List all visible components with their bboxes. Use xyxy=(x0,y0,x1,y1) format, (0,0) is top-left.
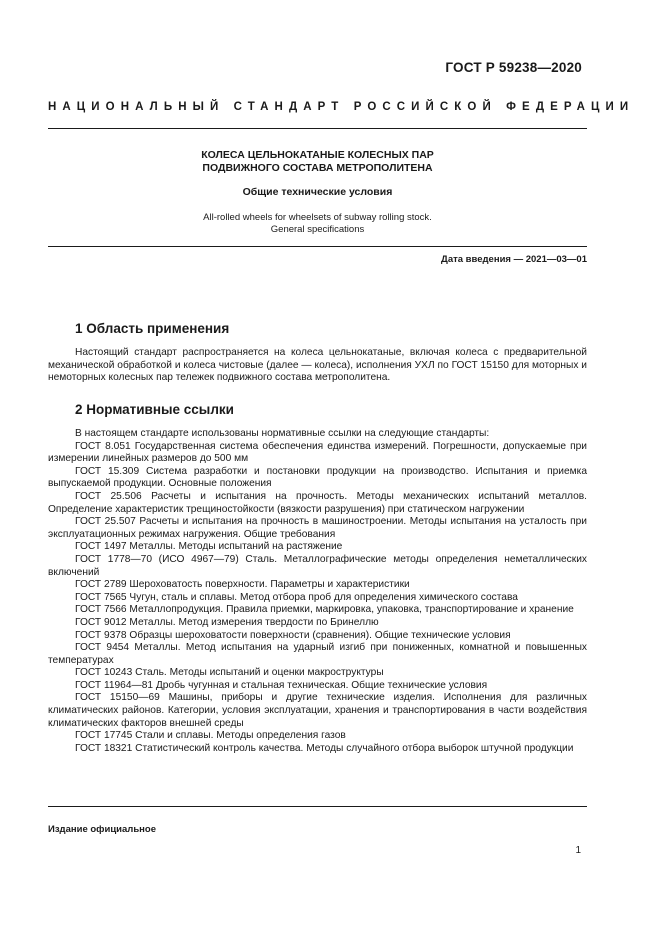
reference-item: ГОСТ 9454 Металлы. Метод испытания на ударный изгиб при пониженных, комнатной и повышенных температурах xyxy=(48,642,587,666)
reference-item: ГОСТ 8.051 Государственная система обеспечения единства измерений. Погрешности, допускаемые при измерении линейных размеров до 500 мм xyxy=(48,440,587,465)
reference-item: ГОСТ 9012 Металлы. Метод измерения твердости по Бринеллю xyxy=(75,616,379,628)
title-divider xyxy=(48,246,587,247)
document-title-ru xyxy=(48,149,587,175)
title-ru-line1: КОЛЕСА ЦЕЛЬНОКАТАНЫЕ КОЛЕСНЫХ ПАР xyxy=(201,149,434,161)
document-title-en xyxy=(48,212,587,236)
reference-item: ГОСТ 9378 Образцы шероховатости поверхности (сравнения). Общие технические условия xyxy=(75,629,511,641)
introduction-date: Дата введения — 2021—03—01 xyxy=(441,254,587,265)
top-divider xyxy=(48,128,587,129)
reference-item: ГОСТ 10243 Сталь. Методы испытаний и оценки макроструктуры xyxy=(75,667,384,679)
paragraph: Настоящий стандарт распространяется на колеса цельнокатаные, включая колеса с предварительной механической обработкой и колеса чистовые (далее — колеса), исполнения УХЛ по ГОСТ 15150 для моторных и немоторных колесных пар тележек подвижного состава метрополитена. xyxy=(48,347,587,384)
standard-code: ГОСТ Р 59238—2020 xyxy=(445,60,582,75)
reference-item: ГОСТ 15.309 Система разработки и постановки продукции на производство. Испытания и приемка выпускаемой продукции. Основные положения xyxy=(48,465,587,490)
title-en-line2: General specifications xyxy=(270,224,365,235)
footer-divider xyxy=(48,806,587,807)
section1-body xyxy=(48,347,587,385)
reference-item: ГОСТ 7565 Чугун, сталь и сплавы. Метод отбора проб для определения химического состава xyxy=(75,591,518,603)
reference-item: ГОСТ 15150—69 Машины, приборы и другие технические изделия. Исполнения для различных климатических районов. Категории, условия эксплуатации, хранения и транспортирования в части воздействия климатических факторов внешней среды xyxy=(48,692,587,729)
official-edition-label: Издание официальное xyxy=(48,824,156,835)
reference-item: ГОСТ 1778—70 (ИСО 4967—79) Сталь. Металлографические методы определения неметаллических включений xyxy=(48,553,587,578)
reference-item: ГОСТ 25.507 Расчеты и испытания на прочность в машиностроении. Методы испытания на усталость при эксплуатационных режимах нагружения. Общие требования xyxy=(48,516,587,540)
reference-item: ГОСТ 1497 Металлы. Методы испытаний на растяжение xyxy=(75,541,343,553)
national-standard-banner: НАЦИОНАЛЬНЫЙ СТАНДАРТ РОССИЙСКОЙ ФЕДЕРАЦИИ xyxy=(48,101,635,113)
title-en-line1: All-rolled wheels for wheelsets of subway rolling stock. xyxy=(203,212,432,223)
reference-item: ГОСТ 7566 Металлопродукция. Правила приемки, маркировка, упаковка, транспортирование и хранение xyxy=(75,604,574,616)
paragraph: В настоящем стандарте использованы нормативные ссылки на следующие стандарты: xyxy=(75,428,490,439)
reference-item: ГОСТ 25.506 Расчеты и испытания на прочность. Методы механических испытаний металлов. Определение характеристик трещиностойкости (вязкости разрушения) при статическом нагружении xyxy=(48,490,587,515)
page-number: 1 xyxy=(575,845,581,856)
section2-body xyxy=(48,428,587,755)
section1-heading: 1 Область применения xyxy=(75,321,230,336)
title-ru-line2: ПОДВИЖНОГО СОСТАВА МЕТРОПОЛИТЕНА xyxy=(202,162,433,174)
section2-heading: 2 Нормативные ссылки xyxy=(75,402,234,417)
reference-item: ГОСТ 2789 Шероховатость поверхности. Параметры и характеристики xyxy=(75,579,410,591)
document-subtitle-ru: Общие технические условия xyxy=(242,186,393,198)
reference-item: ГОСТ 17745 Стали и сплавы. Методы определения газов xyxy=(75,730,346,742)
reference-item: ГОСТ 18321 Статистический контроль качества. Методы случайного отбора выборок штучной продукции xyxy=(75,742,574,754)
reference-item: ГОСТ 11964—81 Дробь чугунная и стальная техническая. Общие технические условия xyxy=(75,679,488,691)
